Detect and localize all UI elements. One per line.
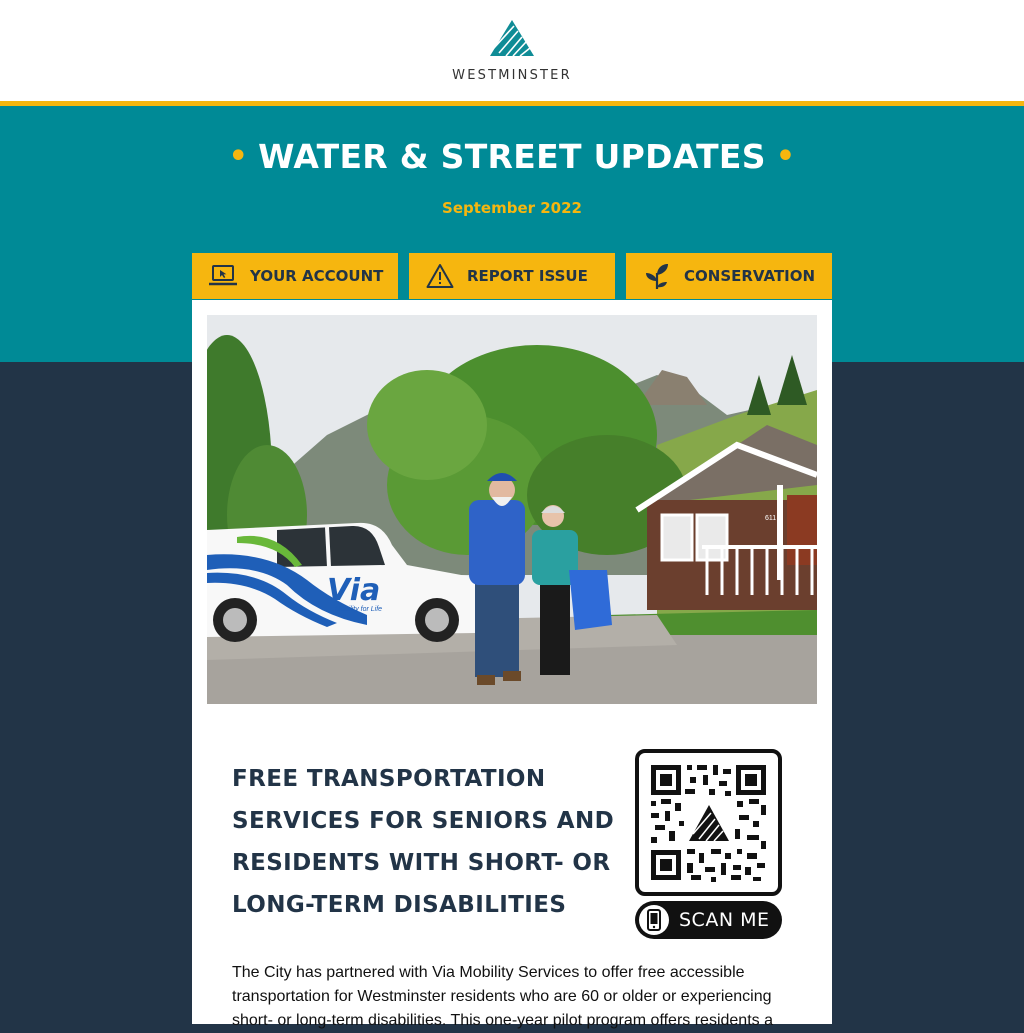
nav-report-issue-label: REPORT ISSUE (467, 267, 588, 285)
bullet-dot-icon: • (775, 139, 796, 174)
smartphone-icon (639, 905, 669, 935)
van-tagline: Mobility for Life (335, 606, 383, 613)
newsletter-date: September 2022 (442, 199, 582, 217)
warning-icon (425, 261, 455, 291)
hero-photo (207, 315, 817, 704)
article-body: The City has partnered with Via Mobility Services to offer free accessible transportation for Westminster residents who are 60 or older or experiencing short- or long-term disabilities. This one-year pilot program offers residents a (232, 964, 773, 1029)
nav-conservation-button[interactable] (626, 253, 832, 299)
newsletter-title-text: WATER & STREET UPDATES (258, 137, 766, 176)
laptop-icon (208, 261, 238, 291)
article-title: FREE TRANSPORTATION SERVICES FOR SENIORS AND RESIDENTS WITH SHORT- OR LONG-TERM DISABILITIES (232, 766, 615, 918)
qr-code[interactable] (635, 749, 782, 896)
newsletter-title (0, 137, 1024, 176)
plant-icon (642, 261, 672, 291)
house-number: 611 (765, 515, 777, 522)
nav-your-account-label: YOUR ACCOUNT (250, 267, 384, 285)
bullet-dot-icon: • (228, 139, 249, 174)
brand-wordmark: WESTMINSTER (452, 68, 572, 83)
scan-me-button[interactable] (635, 901, 782, 939)
westminster-logo-icon[interactable] (488, 18, 536, 58)
nav-your-account-button[interactable] (192, 253, 398, 299)
scan-me-label: SCAN ME (679, 909, 770, 931)
van-via-logo: Via (327, 573, 381, 608)
email-header (0, 0, 1024, 106)
nav-report-issue-button[interactable] (409, 253, 615, 299)
nav-conservation-label: CONSERVATION (684, 267, 816, 285)
